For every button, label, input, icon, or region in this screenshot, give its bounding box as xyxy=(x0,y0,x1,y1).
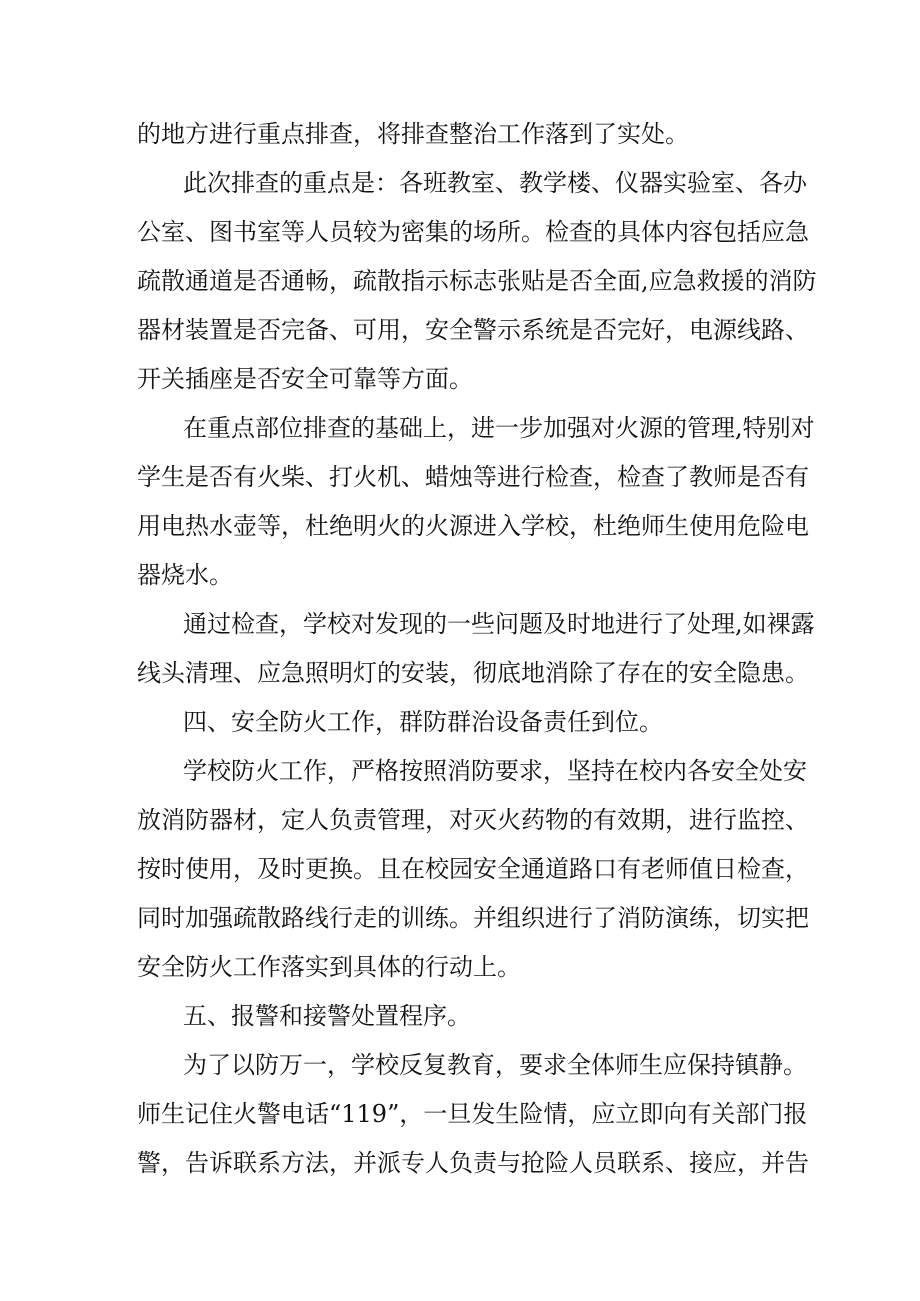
text-line: 公室、图书室等人员较为密集的场所。检查的具体内容包括应急 xyxy=(137,218,809,246)
text-line: 学校防火工作，严格按照消防要求，坚持在校内各安全处安 xyxy=(183,757,807,785)
text-line: 疏散通道是否通畅，疏散指示标志张贴是否全面,应急救援的消防 xyxy=(137,267,817,295)
text-line: 在重点部位排查的基础上，进一步加强对火源的管理,特别对 xyxy=(183,414,815,442)
text-line: 线头清理、应急照明灯的安装，彻底地消除了存在的安全隐患。 xyxy=(137,659,809,687)
text-line: 放消防器材，定人负责管理，对灭火药物的有效期，进行监控、 xyxy=(137,806,809,834)
text-line: 同时加强疏散路线行走的训练。并组织进行了消防演练，切实把 xyxy=(137,904,809,932)
text-line: 此次排查的重点是：各班教室、教学楼、仪器实验室、各办 xyxy=(183,169,807,197)
text-line: 学生是否有火柴、打火机、蜡烛等进行检查，检查了教师是否有 xyxy=(137,463,809,491)
text-line: 用电热水壶等，杜绝明火的火源进入学校，杜绝师生使用危险电 xyxy=(137,512,809,540)
document-body xyxy=(137,110,817,1188)
text-line: 五、报警和接警处置程序。 xyxy=(183,1002,471,1030)
text-line: 器材装置是否完备、可用，安全警示系统是否完好，电源线路、 xyxy=(137,316,809,344)
text-line: 器烧水。 xyxy=(137,561,233,589)
text-line: 警，告诉联系方法，并派专人负责与抢险人员联系、接应，并告 xyxy=(137,1149,809,1177)
text-line: 通过检查，学校对发现的一些问题及时地进行了处理,如裸露 xyxy=(183,610,815,638)
text-line: 师生记住火警电话“119”，一旦发生险情，应立即向有关部门报 xyxy=(137,1100,808,1128)
text-line: 安全防火工作落实到具体的行动上。 xyxy=(137,953,521,981)
text-line: 四、安全防火工作，群防群治设备责任到位。 xyxy=(183,708,663,736)
text-line: 的地方进行重点排查，将排查整治工作落到了实处。 xyxy=(137,120,689,148)
text-line: 按时使用，及时更换。且在校园安全通道路口有老师值日检查， xyxy=(137,855,809,883)
text-line: 开关插座是否安全可靠等方面。 xyxy=(137,365,473,393)
text-line: 为了以防万一，学校反复教育，要求全体师生应保持镇静。 xyxy=(183,1051,807,1079)
